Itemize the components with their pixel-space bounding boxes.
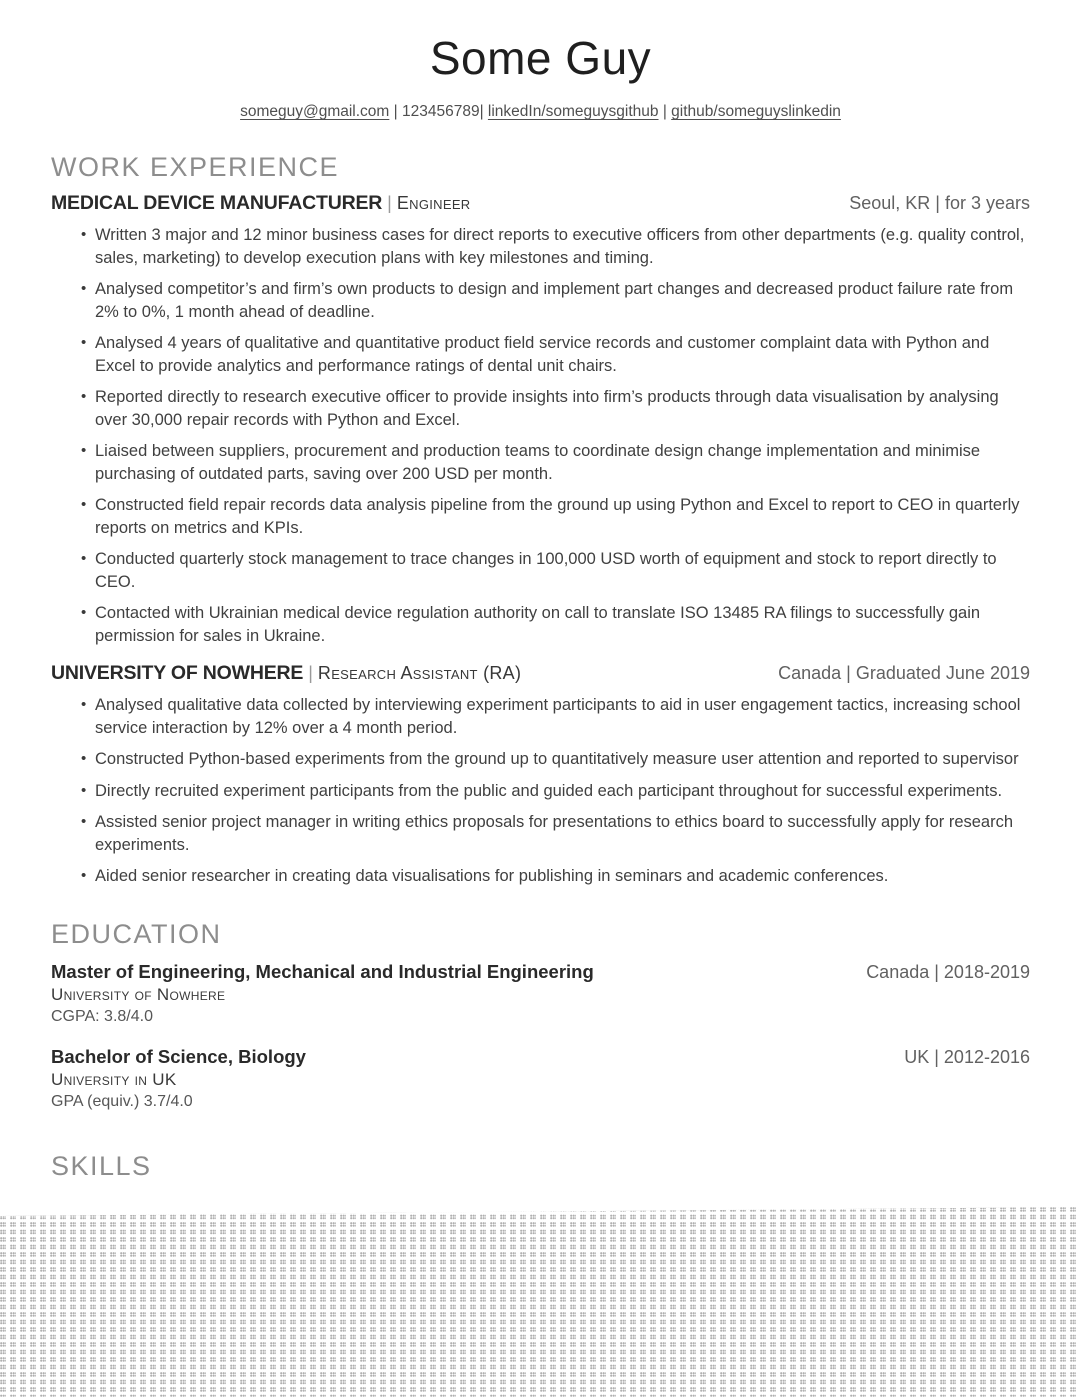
bullet-item: • Analysed 4 years of qualitative and quantitative product field service records and customer complaint data with Python and Excel to provide analytics and performance ratings of dental unit chairs.: [81, 332, 1030, 377]
job-title-group: [51, 662, 521, 685]
gpa-text: CGPA: 3.8/4.0: [51, 1007, 153, 1025]
role-title: Engineer: [396, 193, 471, 214]
bullet-item: • Liaised between suppliers, procurement and production teams to coordinate design change implementation and minimise purchasing of outdated parts, saving over 200 USD per month.: [81, 440, 1030, 485]
job-location-duration: Seoul, KR | for 3 years: [849, 193, 1030, 214]
education-title: EDUCATION: [51, 918, 222, 949]
company-name: UNIVERSITY OF NOWHERE: [51, 662, 304, 685]
education-heading-row: [51, 961, 1030, 983]
job-bullet-list: [51, 224, 1030, 647]
bullet-item: • Contacted with Ukrainian medical device regulation authority on call to translate ISO 13485 RA filings to successfully gain permission for sales in Ukraine.: [81, 602, 1030, 647]
pipe-separator: |: [387, 193, 392, 214]
degree-name: Master of Engineering, Mechanical and Industrial Engineering: [51, 960, 594, 982]
gpa-text: GPA (equiv.) 3.7/4.0: [51, 1092, 193, 1110]
education-heading-row: [51, 1046, 1030, 1068]
job-bullet-list: [51, 694, 1030, 888]
halftone-scan-pattern: [0, 1207, 1080, 1397]
role-title: Research Assistant (RA): [317, 663, 522, 684]
skills-title: SKILLS: [51, 1150, 152, 1181]
contact-line: [51, 103, 1030, 121]
education-location-years: UK | 2012-2016: [904, 1046, 1030, 1067]
phone-text: 123456789: [401, 103, 480, 121]
job-heading-row: [51, 192, 1030, 215]
github-link[interactable]: github/someguyslinkedin: [671, 103, 841, 121]
bullet-item: • Analysed competitor’s and firm’s own products to design and implement part changes and decreased product failure rate from 2% to 0%, 1 month ahead of deadline.: [81, 278, 1030, 323]
email-link[interactable]: someguy@gmail.com: [240, 103, 390, 121]
school-name: University in UK: [51, 1069, 177, 1089]
bullet-item: • Conducted quarterly stock management to trace changes in 100,000 USD worth of equipment and stock to report directly to CEO.: [81, 548, 1030, 593]
job-entry: [51, 192, 1030, 647]
work-experience-title: WORK EXPERIENCE: [51, 152, 340, 183]
job-entry: [51, 662, 1030, 888]
job-title-group: [51, 192, 471, 215]
bullet-item: • Directly recruited experiment participants from the public and guided each participant throughout for successful experiments.: [81, 780, 1030, 803]
linkedin-link[interactable]: linkedIn/someguysgithub: [487, 103, 659, 121]
bullet-item: • Constructed field repair records data analysis pipeline from the ground up using Python and Excel to report to CEO in quarterly reports on metrics and KPIs.: [81, 494, 1030, 539]
section-education: [51, 919, 1030, 1111]
bullet-item: • Analysed qualitative data collected by interviewing experiment participants to aid in user engagement tactics, increasing school service interaction by 12% over a 4 month period.: [81, 694, 1030, 739]
bullet-item: • Written 3 major and 12 minor business cases for direct reports to executive officers from other departments (e.g. quality control, sales, marketing) to develop execution plans with key milestones and timing.: [81, 224, 1030, 269]
bullet-item: • Constructed Python-based experiments from the ground up to quantitatively measure user attention and reported to supervisor: [81, 748, 1030, 771]
contact-separator: |: [658, 103, 672, 121]
education-entry: [51, 1046, 1030, 1111]
contact-separator: |: [389, 103, 402, 121]
job-location-duration: Canada | Graduated June 2019: [778, 663, 1030, 684]
education-location-years: Canada | 2018-2019: [866, 961, 1030, 982]
pipe-separator: |: [308, 663, 313, 684]
contact-separator: |: [479, 103, 488, 121]
bullet-item: • Assisted senior project manager in writing ethics proposals for presentations to ethics board to successfully apply for research experiments.: [81, 811, 1030, 856]
section-work-experience: [51, 152, 1030, 888]
section-skills: [51, 1151, 1030, 1182]
education-entry: [51, 961, 1030, 1026]
bullet-item: • Reported directly to research executive officer to provide insights into firm’s products through data visualisation by analysing over 30,000 repair records with Python and Excel.: [81, 386, 1030, 431]
page-title: Some Guy: [429, 32, 652, 84]
bullet-item: • Aided senior researcher in creating data visualisations for publishing in seminars and academic conferences.: [81, 865, 1030, 888]
school-name: University of Nowhere: [51, 984, 226, 1004]
company-name: MEDICAL DEVICE MANUFACTURER: [51, 192, 383, 215]
degree-name: Bachelor of Science, Biology: [51, 1045, 306, 1067]
job-heading-row: [51, 662, 1030, 685]
